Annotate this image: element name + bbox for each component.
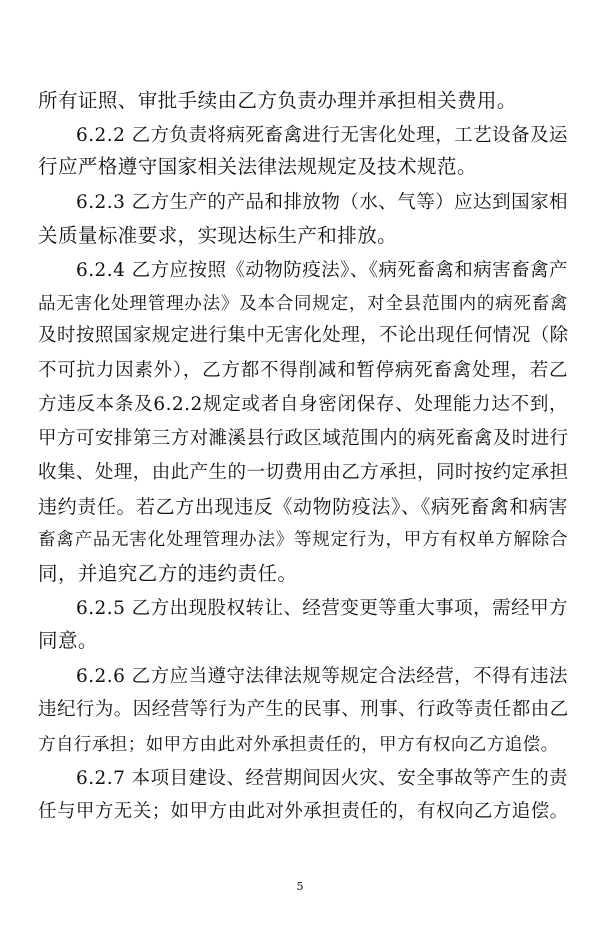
- text-line: 不可抗力因素外），乙方都不得削减和暂停病死畜禽处理，若乙: [38, 360, 568, 381]
- clause-6-2-2-heading-line: 6.2.2 乙方负责将病死畜禽进行无害化处理，工艺设备及运: [76, 125, 568, 146]
- text-line: 甲方可安排第三方对濉溪县行政区域范围内的病死畜禽及时进行: [38, 428, 569, 449]
- clause-6-2-5-heading-line: 6.2.5 乙方出现股权转让、经营变更等重大事项，需经甲方: [76, 598, 568, 619]
- text-line: 方自行承担；如甲方由此对外承担责任的，甲方有权向乙方追偿。: [38, 735, 559, 755]
- text-line: 及时按照国家规定进行集中无害化处理，不论出现任何情况（除: [38, 325, 569, 346]
- text-line: 行应严格遵守国家相关法律法规规定及技术规范。: [38, 155, 477, 178]
- clause-6-2-7-heading-line: 6.2.7 本项目建设、经营期间因火灾、安全事故等产生的责: [76, 768, 568, 789]
- text-line: 所有证照、审批手续由乙方负责办理并承担相关费用。: [38, 89, 517, 112]
- text-line: 违约责任。若乙方出现违反《动物防疫法》、《病死畜禽和病害: [38, 496, 568, 518]
- clause-6-2-4-heading-line: 6.2.4 乙方应按照《动物防疫法》、《病死畜禽和病害畜禽产: [76, 260, 568, 281]
- clause-6-2-3-heading-line: 6.2.3 乙方生产的产品和排放物（水、气等）应达到国家相: [76, 192, 568, 213]
- text-line: 收集、处理，由此产生的一切费用由乙方承担，同时按约定承担: [38, 462, 569, 483]
- text-line: 同意。: [38, 629, 98, 652]
- text-line: 同，并追究乙方的违约责任。: [38, 562, 298, 585]
- clause-6-2-6-heading-line: 6.2.6 乙方应当遵守法律法规等规定合法经营，不得有违法: [76, 666, 568, 687]
- text-line: 方违反本条及6.2.2规定或者自身密闭保存、处理能力达不到，: [38, 394, 568, 415]
- text-line: 任与甲方无关；如甲方由此对外承担责任的，有权向乙方追偿。: [38, 801, 569, 822]
- text-line: 畜禽产品无害化处理管理办法》等规定行为，甲方有权单方解除合: [38, 530, 568, 550]
- text-line: 关质量标准要求，实现达标生产和排放。: [38, 224, 398, 247]
- text-line: 品无害化处理管理办法》及本合同规定，对全县范围内的病死畜禽: [38, 294, 568, 314]
- text-line: 违纪行为。因经营等行为产生的民事、刑事、行政等责任都由乙: [38, 699, 569, 720]
- page-number: 5: [296, 880, 304, 893]
